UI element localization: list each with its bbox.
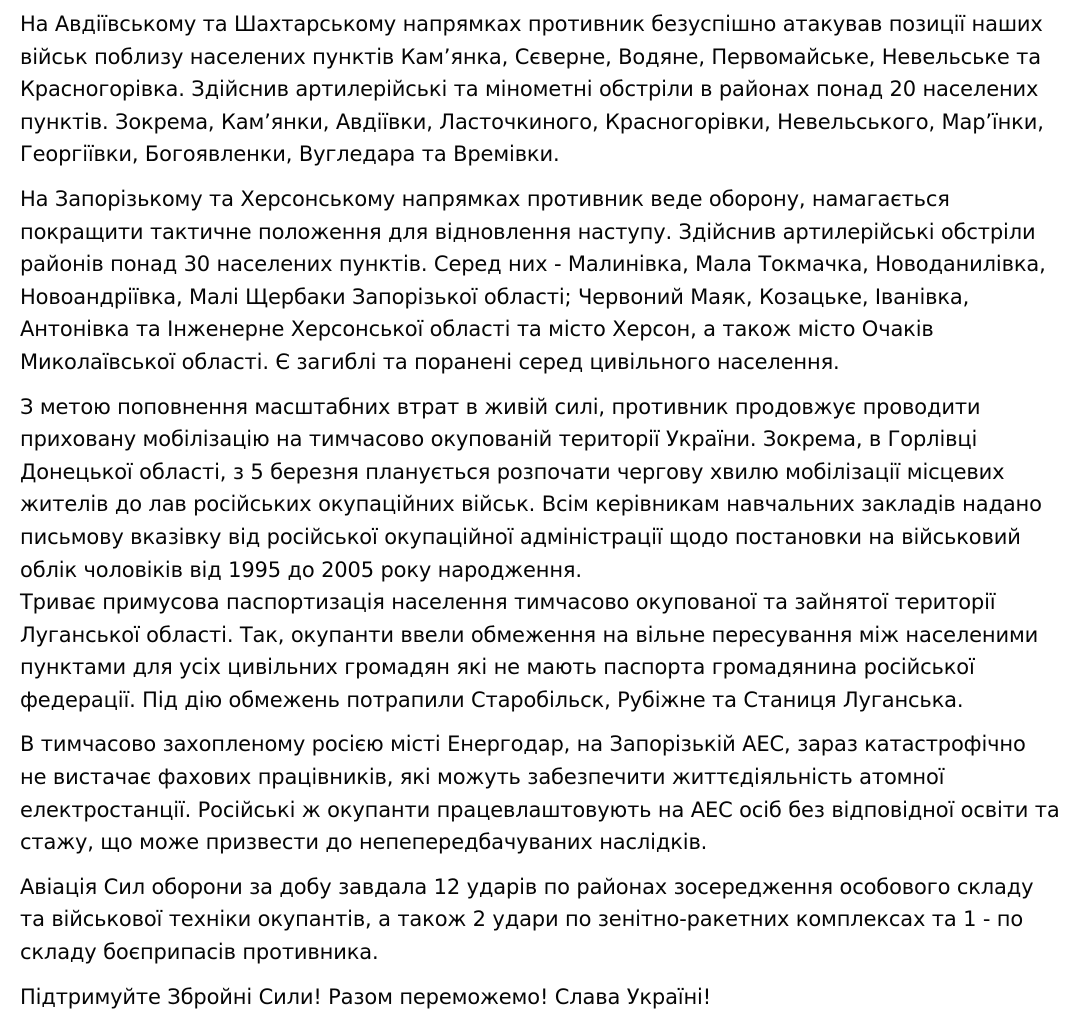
paragraph-enerhodar-npp bbox=[20, 728, 1075, 858]
text-line: електростанції. Російські ж окупанти працевлаштовують на АЕС осіб без відповідної освіти та bbox=[20, 797, 1060, 822]
text-line: Луганської області. Так, окупанти ввели обмеження на вільне пересування між населеними bbox=[20, 622, 1039, 647]
text-line: складу боєприпасів противника. bbox=[20, 940, 379, 965]
paragraph-avdiivka-shakhtarsk bbox=[20, 8, 1075, 171]
paragraph-aviation-strikes bbox=[20, 871, 1075, 969]
text-line: та військової техніки окупантів, а також 2 удари по зенітно-ракетних комплексах та 1 - по bbox=[20, 907, 1024, 932]
text-line: В тимчасово захопленому росією місті Енергодар, на Запорізькій АЕС, зараз катастрофічно bbox=[20, 732, 1026, 757]
text-line: приховану мобілізацію на тимчасово окупованій території України. Зокрема, в Горлівці bbox=[20, 427, 978, 452]
text-line: Миколаївської області. Є загиблі та поранені серед цивільного населення. bbox=[20, 349, 840, 374]
text-line: На Запорізькому та Херсонському напрямках противник веде оборону, намагається bbox=[20, 186, 950, 211]
text-line: Донецької області, з 5 березня планується розпочати чергову хвилю мобілізації місцевих bbox=[20, 459, 1005, 484]
text-line: Триває примусова паспортизація населення тимчасово окупованої та зайнятої території bbox=[20, 590, 996, 615]
text-line: не вистачає фахових працівників, які можуть забезпечити життєдіяльність атомної bbox=[20, 765, 945, 790]
text-line: федерації. Під дію обмежень потрапили Старобільск, Рубіжне та Станиця Луганська. bbox=[20, 687, 964, 712]
text-line: облік чоловіків від 1995 до 2005 року народження. bbox=[20, 557, 582, 582]
paragraph-passportization bbox=[20, 586, 1075, 716]
paragraph-mobilization bbox=[20, 391, 1075, 587]
text-line: районів понад 30 населених пунктів. Серед них - Малинівка, Мала Токмачка, Новоданилівка, bbox=[20, 252, 1046, 277]
paragraph-zaporizhzhia-kherson bbox=[20, 183, 1075, 379]
text-line: жителів до лав російських окупаційних військ. Всім керівникам навчальних закладів надано bbox=[20, 492, 1042, 517]
text-line: військ поблизу населених пунктів Кам’янка, Сєверне, Водяне, Первомайське, Невельське та bbox=[20, 44, 1041, 69]
text-line: З метою поповнення масштабних втрат в живій силі, противник продовжує проводити bbox=[20, 394, 981, 419]
text-line: стажу, що може призвести до непепередбачуваних наслідків. bbox=[20, 830, 708, 855]
paragraph-closing-slogan bbox=[20, 981, 1075, 1013]
text-line: пунктами для усіх цивільних громадян які не мають паспорта громадянина російської bbox=[20, 655, 975, 680]
text-line: Новоандріївка, Малі Щербаки Запорізької області; Червоний Маяк, Козацьке, Іванівка, bbox=[20, 284, 970, 309]
text-line: письмову вказівку від російської окупаційної адміністрації щодо постановки на військовий bbox=[20, 524, 1021, 549]
text-line: Авіація Сил оборони за добу завдала 12 ударів по районах зосередження особового складу bbox=[20, 874, 1034, 899]
text-line: пунктів. Зокрема, Кам’янки, Авдіївки, Ласточкиного, Красногорівки, Невельського, Мар’їнки, bbox=[20, 109, 1044, 134]
text-line: На Авдіївському та Шахтарському напрямках противник безуспішно атакував позиції наших bbox=[20, 12, 1043, 36]
text-line: Антонівка та Інженерне Херсонської області та місто Херсон, а також місто Очаків bbox=[20, 317, 934, 342]
text-line: покращити тактичне положення для відновлення наступу. Здійснив артилерійські обстріли bbox=[20, 219, 1036, 244]
text-line: Красногорівка. Здійснив артилерійські та мінометні обстріли в районах понад 20 населених bbox=[20, 77, 1039, 102]
text-line: Підтримуйте Збройні Сили! Разом переможемо! Слава Україні! bbox=[20, 984, 712, 1009]
text-line: Георгіївки, Богоявленки, Вугледара та Времівки. bbox=[20, 142, 560, 167]
